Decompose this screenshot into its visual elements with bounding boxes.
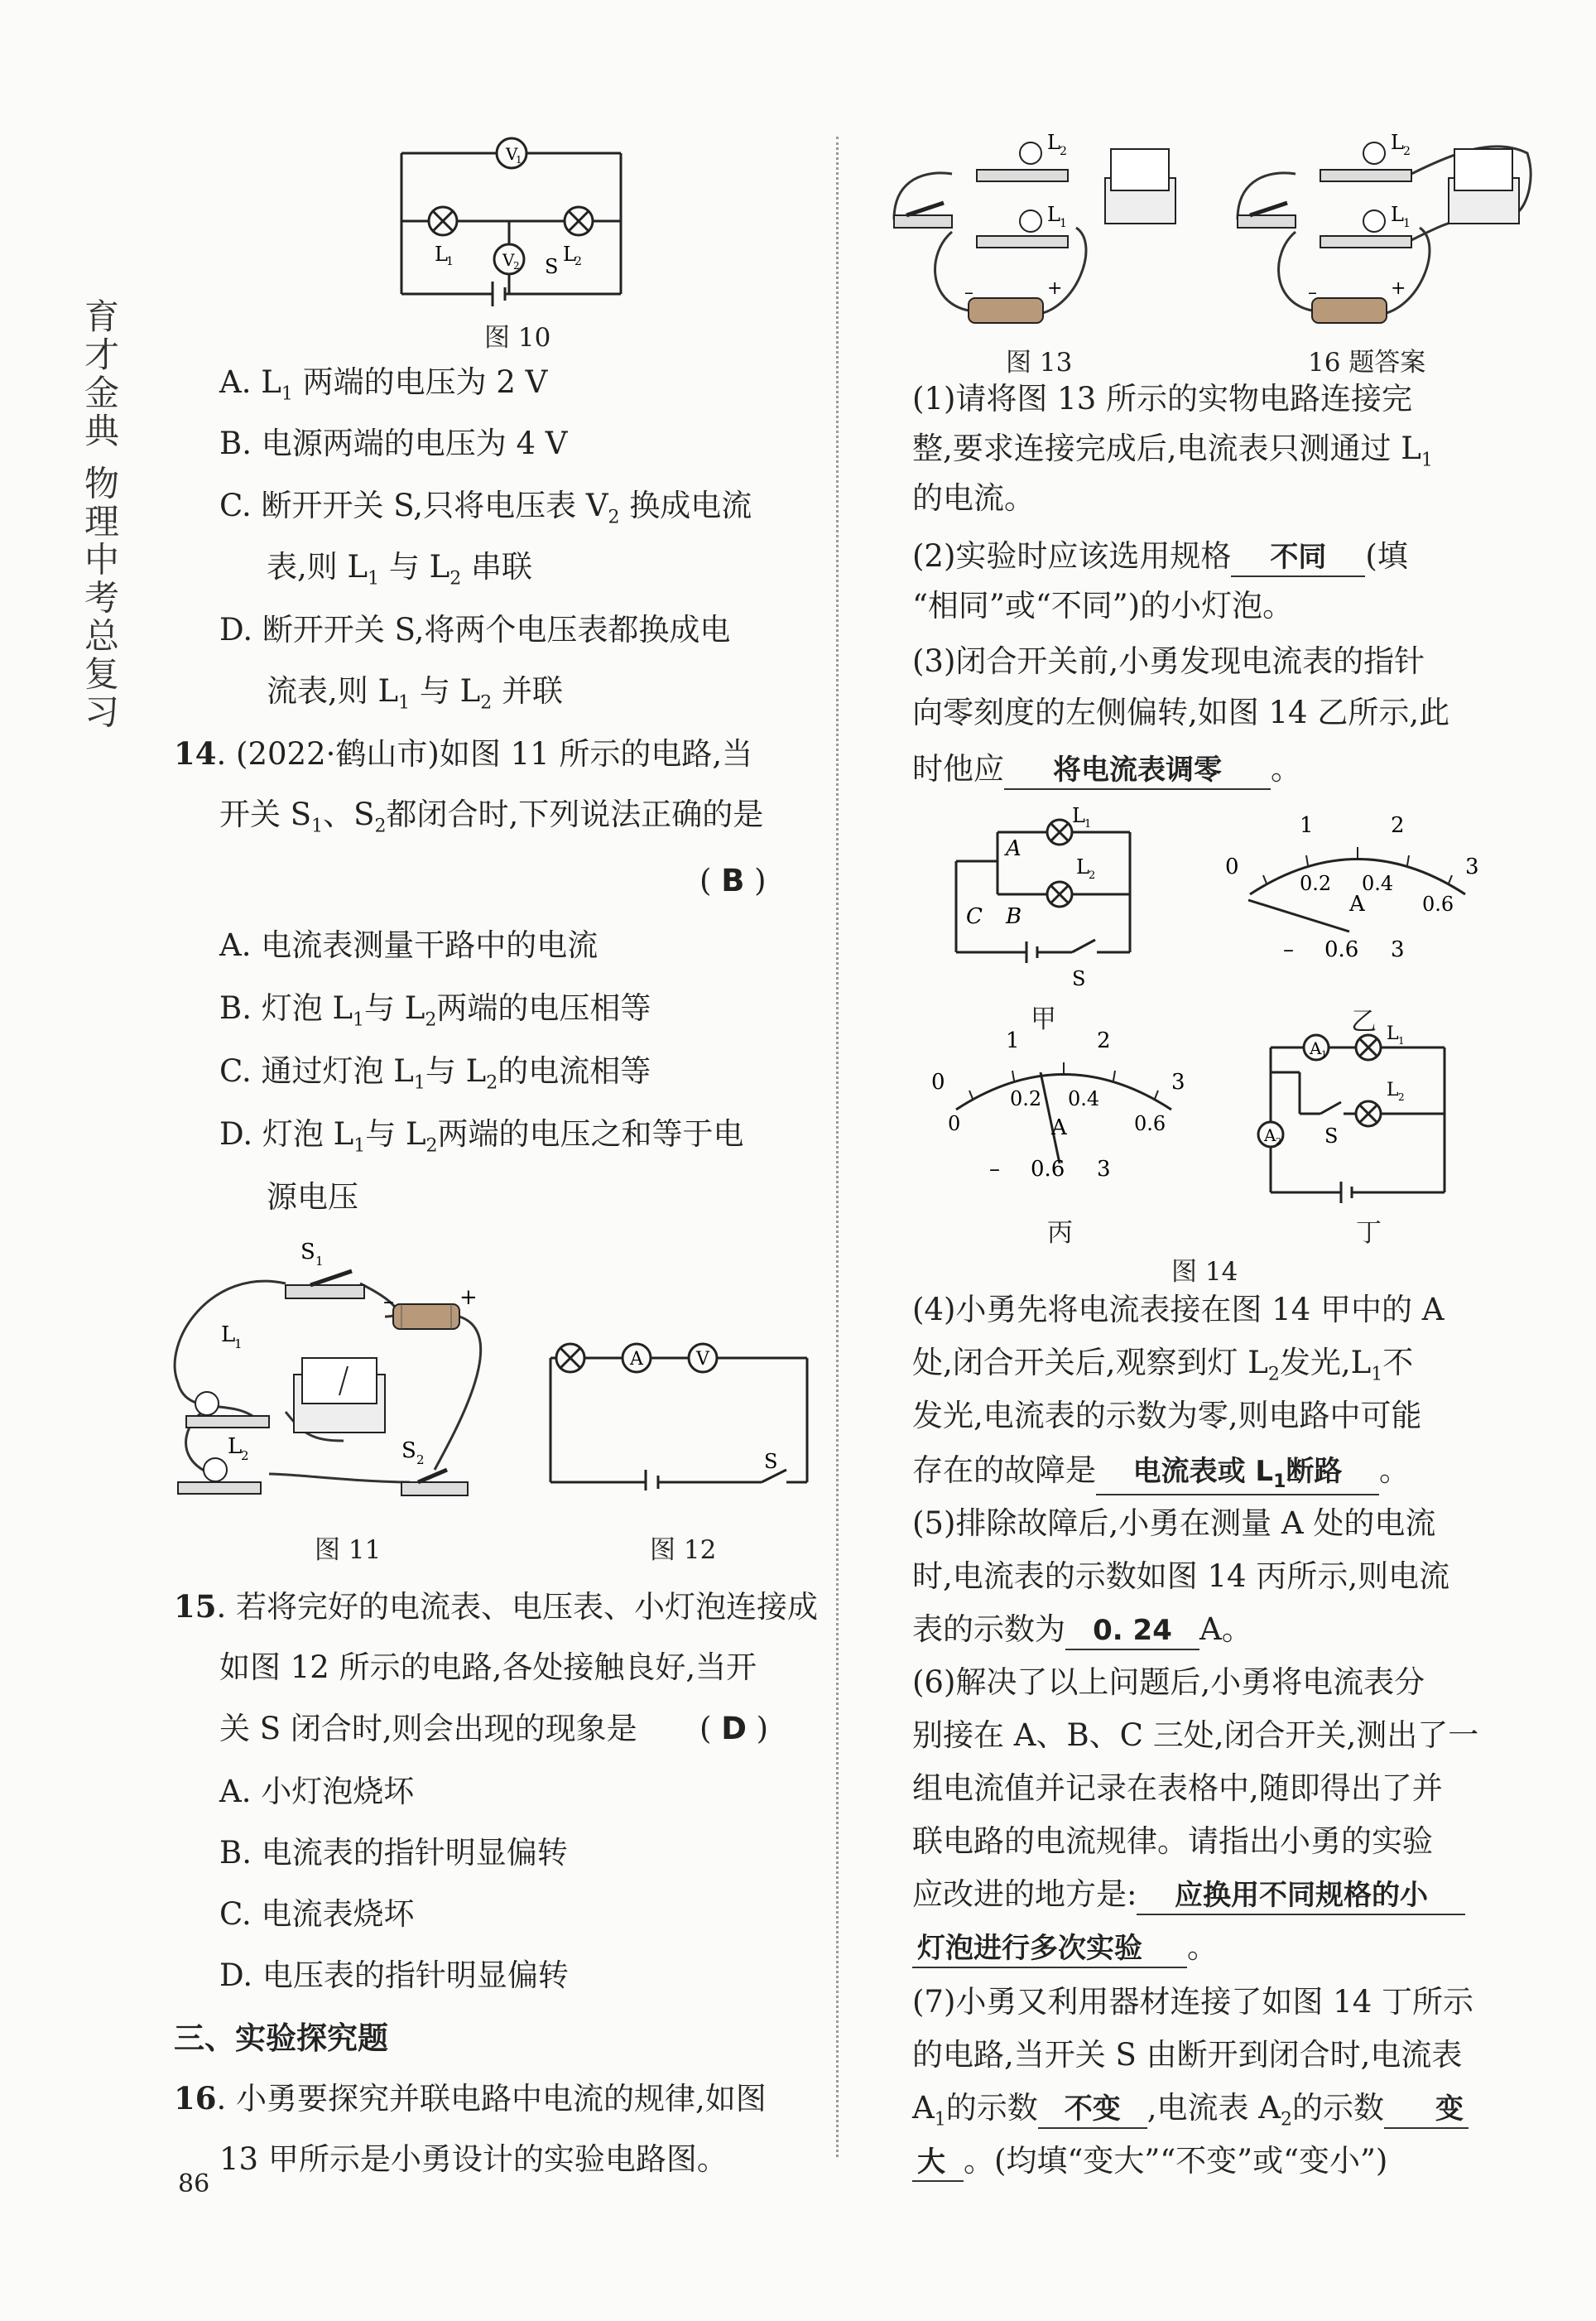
q16-part7-l3: $A_1$的示数 不变 ,电流表 $A_2$的示数 变	[912, 2088, 1469, 2132]
figure-10	[389, 128, 637, 311]
svg-text:S: S	[545, 255, 559, 278]
q15-stem-l2: 如图 12 所示的电路,各处接触良好,当开	[219, 1649, 757, 1685]
q16-part6-l4: 联电路的电流规律。请指出小勇的实验	[912, 1823, 1433, 1859]
svg-text:1: 1	[1060, 217, 1067, 230]
q16-part3: (3)闭合开关前,小勇发现电流表的指针	[912, 643, 1425, 679]
svg-text:1: 1	[1398, 1035, 1405, 1047]
svg-text:A: A	[1264, 1125, 1276, 1145]
figure-16-answer	[1221, 128, 1536, 339]
q13-option-d-cont: 流表,则 $L_1$ 与 $L_2$ 并联	[267, 673, 563, 714]
q16-part5-answer: 0. 24	[1065, 1612, 1199, 1650]
switch-s2-icon	[401, 1470, 468, 1495]
q13-option-c: C. 断开开关 S,只将电压表 $V_2$ 换成电流	[219, 488, 752, 528]
q16-part4-l3: 发光,电流表的示数为零,则电路中可能	[912, 1398, 1422, 1433]
q16-part6: (6)解决了以上问题后,小勇将电流表分	[912, 1664, 1425, 1700]
figure-14-ding-label: 丁	[1356, 1218, 1382, 1248]
svg-text:L: L	[1072, 807, 1085, 827]
figure-10-caption: 图 10	[484, 323, 551, 353]
q16-part4-answer: 电流表或 $L_1$断路	[1096, 1453, 1379, 1495]
q16-part6-l6: 灯泡进行多次实验 。	[912, 1928, 1218, 1968]
svg-text:1: 1	[1084, 818, 1092, 831]
svg-text:L: L	[1387, 1080, 1399, 1100]
lamp-l2-icon	[178, 1458, 261, 1494]
q13-option-b: B. 电源两端的电压为 4 V	[219, 426, 568, 461]
battery-icon	[393, 1304, 459, 1329]
q14-stem: 14. (2022·鹤山市)如图 11 所示的电路,当	[174, 735, 753, 772]
svg-text:–: –	[964, 282, 973, 303]
svg-text:A: A	[1349, 892, 1365, 917]
svg-text:3: 3	[1097, 1157, 1111, 1182]
figure-14-bing-label: 丙	[1047, 1218, 1073, 1248]
svg-text:0.6: 0.6	[1422, 893, 1454, 916]
svg-text:L: L	[1387, 1023, 1399, 1044]
svg-text:S: S	[401, 1438, 416, 1463]
q16-part6-l5: 应改进的地方是: 应换用不同规格的小	[912, 1875, 1465, 1915]
svg-text:+: +	[1391, 278, 1406, 299]
svg-text:V: V	[696, 1349, 709, 1370]
svg-text:A: A	[1051, 1115, 1067, 1140]
q16-part1-l3: 的电流。	[912, 480, 1035, 516]
q16-part4: (4)小勇先将电流表接在图 14 甲中的 A	[912, 1292, 1445, 1327]
q14-answer: ( B )	[699, 863, 767, 898]
svg-text:2: 2	[1276, 1136, 1281, 1147]
q14-stem-cont: 开关 $S_1$、$S_2$都闭合时,下列说法正确的是	[219, 797, 764, 837]
svg-text:0: 0	[1225, 855, 1239, 879]
q16-part6-l2: 别接在 A、B、C 三处,闭合开关,测出了一	[912, 1717, 1479, 1753]
svg-text:2: 2	[1097, 1028, 1111, 1053]
figure-16-answer-caption: 16 题答案	[1308, 348, 1426, 378]
q16-part4-l4: 存在的故障是 电流表或 $L_1$断路 。	[912, 1451, 1410, 1495]
svg-text:0: 0	[948, 1112, 961, 1135]
sidebar-title: 育才金典 物理中考总复习	[79, 298, 120, 732]
svg-text:0.6: 0.6	[1031, 1157, 1065, 1182]
q16-part7-answer-2: 变	[1384, 2091, 1469, 2129]
svg-text:V: V	[502, 250, 515, 270]
q13-option-c-cont: 表,则 $L_1$ 与 $L_2$ 串联	[267, 549, 532, 590]
q16-part5-l2: 时,电流表的示数如图 14 丙所示,则电流	[912, 1558, 1450, 1594]
svg-text:2: 2	[416, 1452, 425, 1467]
svg-text:0.4: 0.4	[1068, 1087, 1100, 1110]
figure-13	[877, 128, 1192, 339]
q16-part3-l2: 向零刻度的左侧偏转,如图 14 乙所示,此	[912, 695, 1450, 730]
svg-text:1: 1	[1300, 813, 1314, 838]
svg-text:L: L	[1047, 203, 1060, 226]
figure-14-jia-label: 甲	[1031, 1004, 1056, 1034]
q16-part2-answer: 不同	[1231, 539, 1365, 577]
q16-part7-l4: 大 。(均填“变大”“不变”或“变小”)	[912, 2141, 1387, 2182]
q16-part7-l2: 的电路,当开关 S 由断开到闭合时,电流表	[912, 2037, 1463, 2073]
svg-text:0.6: 0.6	[1134, 1112, 1166, 1135]
q16-part6-answer-cont: 灯泡进行多次实验	[912, 1930, 1187, 1968]
svg-text:S: S	[1072, 967, 1086, 990]
q14-option-c: C. 通过灯泡 $L_1$与 $L_2$的电流相等	[219, 1053, 651, 1094]
svg-text:S: S	[764, 1450, 778, 1473]
q14-option-d-cont: 源电压	[267, 1179, 358, 1215]
svg-text:L: L	[1047, 131, 1060, 154]
svg-text:2: 2	[1391, 813, 1405, 838]
q14-option-a: A. 电流表测量干路中的电流	[219, 927, 598, 963]
q15-option-d: D. 电压表的指针明显偏转	[219, 1957, 569, 1993]
q15-option-b: B. 电流表的指针明显偏转	[219, 1835, 568, 1871]
svg-text:1: 1	[1321, 1049, 1327, 1060]
svg-text:L: L	[1391, 131, 1404, 154]
q16-part2: (2)实验时应该选用规格 不同 (填	[912, 537, 1408, 577]
q13-option-a: A. $L_1$ 两端的电压为 2 V	[219, 364, 548, 405]
svg-text:S: S	[300, 1240, 315, 1264]
svg-text:L: L	[563, 243, 576, 266]
svg-text:+: +	[459, 1285, 478, 1310]
q15-stem-l3: 关 S 闭合时,则会出现的现象是	[219, 1711, 637, 1746]
svg-text:2: 2	[1060, 145, 1067, 158]
svg-text:1: 1	[516, 154, 522, 166]
svg-text:2: 2	[513, 260, 520, 272]
q16-part7: (7)小勇又利用器材连接了如图 14 丁所示	[912, 1984, 1474, 2020]
svg-text:2: 2	[1403, 145, 1411, 158]
figure-13-caption: 图 13	[1006, 348, 1073, 378]
figure-14-ding	[1254, 1023, 1461, 1209]
svg-text:A: A	[630, 1349, 643, 1370]
ammeter-icon	[294, 1358, 385, 1433]
battery-icon	[969, 298, 1043, 323]
q16-part7-answer-2-cont: 大	[912, 2144, 964, 2182]
q16-part3-l3: 时他应 将电流表调零 。	[912, 749, 1301, 790]
figure-11	[161, 1234, 526, 1507]
needle-icon	[1248, 900, 1349, 932]
svg-text:S: S	[1324, 1124, 1339, 1148]
svg-text:L: L	[228, 1434, 243, 1459]
figure-14-bing	[923, 1023, 1196, 1188]
q15-stem: 15. 若将完好的电流表、电压表、小灯泡连接成	[174, 1588, 819, 1625]
svg-text:2: 2	[1398, 1091, 1405, 1103]
svg-text:B: B	[1006, 904, 1022, 929]
svg-text:3: 3	[1391, 937, 1405, 962]
q16-part5: (5)排除故障后,小勇在测量 A 处的电流	[912, 1505, 1436, 1541]
q16-stem-cont: 13 甲所示是小勇设计的实验电路图。	[219, 2141, 728, 2177]
switch-icon	[894, 203, 952, 228]
q16-part3-answer: 将电流表调零	[1004, 752, 1271, 790]
ammeter-icon	[1105, 149, 1175, 224]
svg-text:L: L	[1391, 203, 1404, 226]
q15-option-c: C. 电流表烧坏	[219, 1896, 415, 1932]
svg-text:1: 1	[446, 255, 454, 268]
q16-part1: (1)请将图 13 所示的实物电路连接完	[912, 381, 1413, 417]
svg-text:1: 1	[315, 1254, 324, 1269]
svg-text:–: –	[989, 1157, 1000, 1182]
svg-text:0.2: 0.2	[1300, 872, 1332, 895]
svg-text:+: +	[1047, 278, 1063, 299]
q16-part6-answer: 应换用不同规格的小	[1137, 1877, 1465, 1915]
q14-option-d: D. 灯泡 $L_1$与 $L_2$两端的电压之和等于电	[219, 1116, 744, 1157]
svg-text:3: 3	[1171, 1070, 1185, 1095]
q14-option-b: B. 灯泡 $L_1$与 $L_2$两端的电压相等	[219, 990, 651, 1031]
q15-answer: ( D )	[699, 1711, 769, 1746]
q16-part1-l2: 整,要求连接完成后,电流表只测通过 $L_1$	[912, 431, 1433, 471]
q16-part7-answer-1: 不变	[1038, 2091, 1147, 2129]
section-heading: 三、实验探究题	[174, 2020, 388, 2056]
svg-text:1: 1	[234, 1336, 243, 1351]
svg-text:1: 1	[1006, 1028, 1020, 1053]
svg-text:0.2: 0.2	[1010, 1087, 1042, 1110]
svg-text:V: V	[506, 144, 518, 164]
svg-text:0.4: 0.4	[1362, 872, 1394, 895]
q16-part4-l2: 处,闭合开关后,观察到灯 $L_2$发光$,L_1$不	[912, 1345, 1414, 1385]
svg-text:0.6: 0.6	[1324, 937, 1359, 962]
svg-text:2: 2	[1089, 869, 1096, 882]
figure-12-caption: 图 12	[650, 1535, 717, 1565]
svg-text:L: L	[435, 243, 448, 266]
figure-11-caption: 图 11	[315, 1535, 382, 1565]
q15-option-a: A. 小灯泡烧坏	[219, 1774, 415, 1809]
q16-part5-l3: 表的示数为 0. 24 A。	[912, 1610, 1252, 1650]
svg-text:2: 2	[574, 255, 582, 268]
svg-text:–: –	[383, 1289, 394, 1314]
lamp-l1-icon	[186, 1392, 269, 1428]
q13-option-d: D. 断开开关 S,将两个电压表都换成电	[219, 612, 731, 648]
svg-text:C: C	[966, 904, 983, 929]
figure-14-jia	[948, 807, 1147, 994]
svg-text:3: 3	[1465, 855, 1479, 879]
q16-part6-l3: 组电流值并记录在表格中,随即得出了并	[912, 1770, 1443, 1806]
figure-14-yi	[1217, 807, 1490, 973]
svg-text:L: L	[221, 1322, 236, 1347]
column-divider	[836, 137, 839, 2157]
page-number: 86	[178, 2169, 210, 2198]
q16-part2-l2: “相同”或“不同”)的小灯泡。	[912, 588, 1294, 624]
svg-text:L: L	[1076, 855, 1089, 879]
svg-text:–: –	[1308, 282, 1317, 303]
figure-14-yi-label: 乙	[1351, 1007, 1377, 1037]
svg-text:A: A	[1310, 1038, 1322, 1058]
switch-s1-icon	[286, 1271, 364, 1298]
svg-text:0: 0	[931, 1070, 945, 1095]
svg-text:2: 2	[241, 1448, 249, 1463]
svg-text:1: 1	[1403, 217, 1411, 230]
q16-stem: 16. 小勇要探究并联电路中电流的规律,如图	[174, 2080, 767, 2116]
svg-text:–: –	[1283, 937, 1294, 962]
figure-14-caption: 图 14	[1171, 1257, 1238, 1287]
svg-text:A: A	[1006, 836, 1022, 861]
figure-12	[546, 1333, 820, 1490]
